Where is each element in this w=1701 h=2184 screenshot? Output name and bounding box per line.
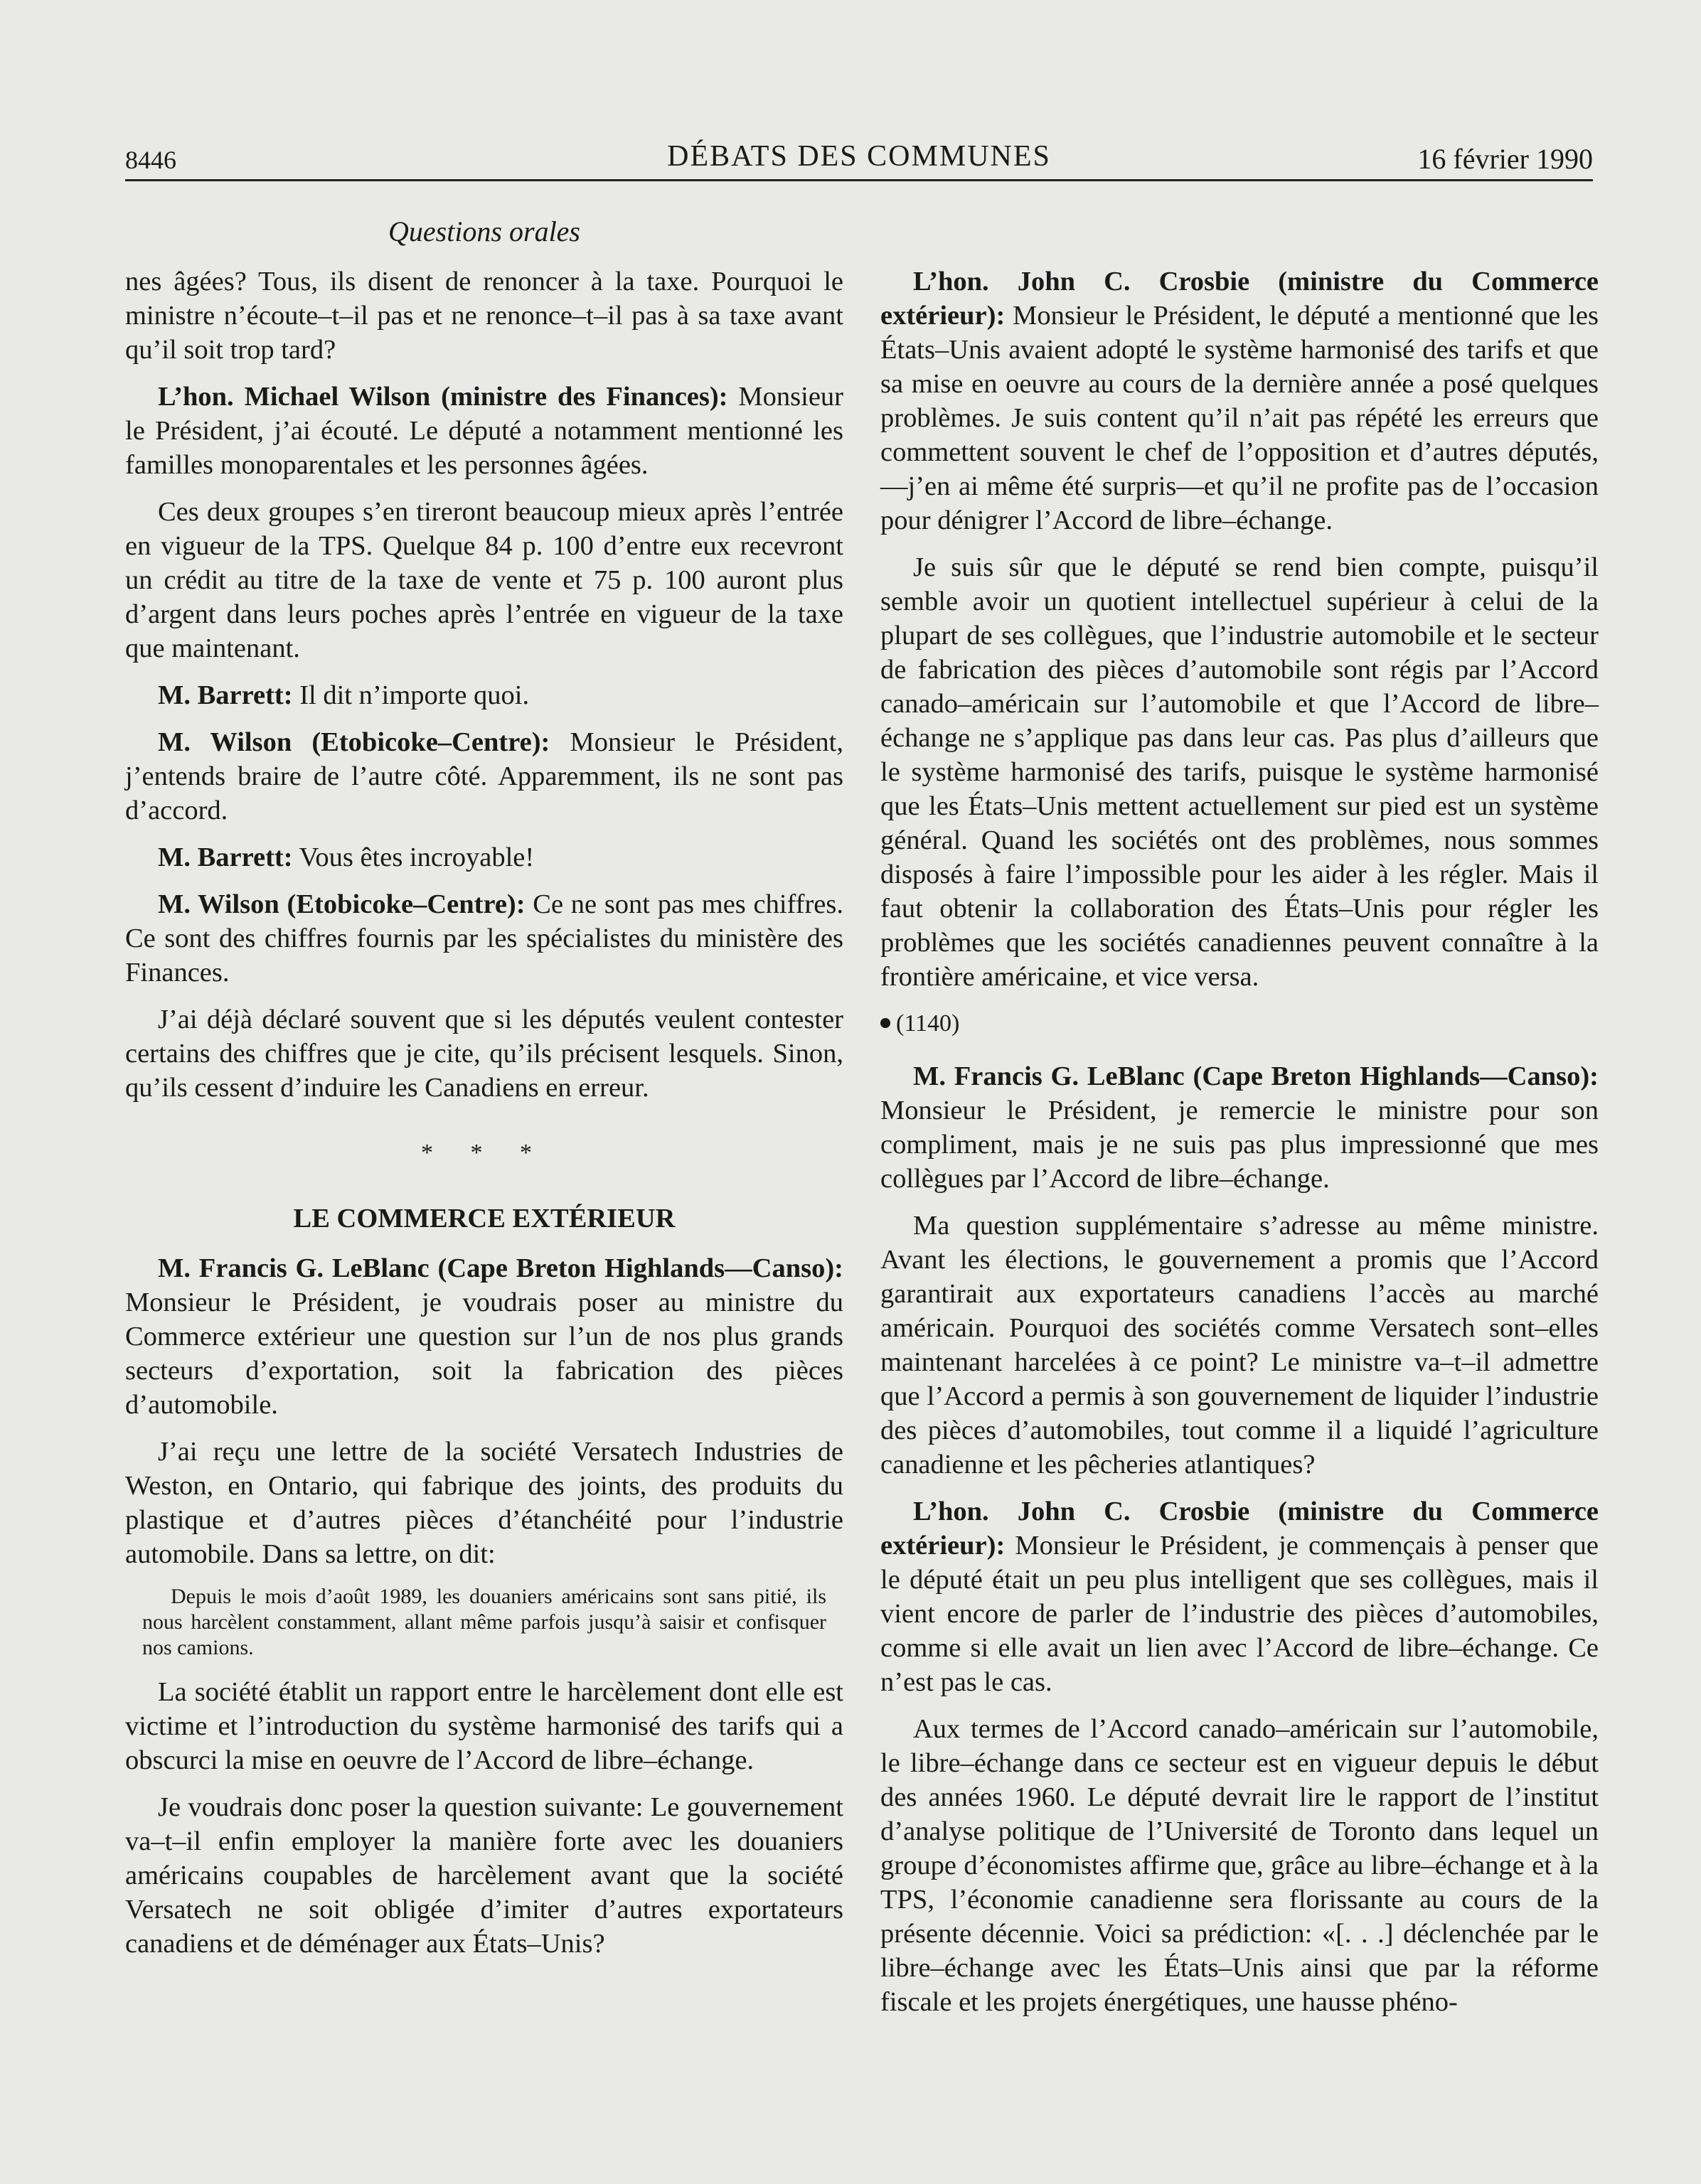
header-rule (125, 179, 1593, 181)
speaker-name: L’hon. Michael Wilson (ministre des Finances): (158, 382, 728, 412)
paragraph: Ma question supplémentaire s’adresse au même ministre. Avant les élections, le gouvernement a promis que l’Accord garantirait aux exportateurs canadiens l’accès au marché américain. Pourquoi des sociétés comme Versatech sont–elles maintenant harcelées à ce point? Le ministre va–t–il admettre que l’Accord a permis à son gouvernement de liquider l’industrie des pièces d’automobiles, tout comme il a liquidé l’agriculture canadienne et les pêcheries atlantiques? (880, 1211, 1599, 1479)
paragraph: nes âgées? Tous, ils disent de renoncer à la taxe. Pourquoi le ministre n’écoute–t–il pas et ne renonce–t–il pas à sa taxe avant qu’il soit trop tard? (125, 267, 843, 365)
speaker-name: L’hon. John C. Crosbie (ministre du Commerce extérieur): (880, 1497, 1599, 1561)
timestamp (880, 1007, 1599, 1041)
speaker-name: M. Francis G. LeBlanc (Cape Breton Highlands—Canso): (158, 1253, 843, 1283)
paragraph (880, 1059, 1599, 1196)
paragraph: J’ai déjà déclaré souvent que si les députés veulent contester certains des chiffres que je cite, qu’ils précisent lesquels. Sinon, qu’ils cessent d’induire les Canadiens en erreur. (125, 1005, 843, 1103)
speech-text: Monsieur le Président, le député a mentionné que les États–Unis avaient adopté le système harmonisé des tarifs et que sa mise en oeuvre au cours de la dernière année a posé quelques problèmes. Je suis content qu’il n’ait pas répété les erreurs que commettent souvent le chef de l’opposition et d’autres députés,—j’en ai même été surpris—et qu’il ne profite pas de l’occasion pour dénigrer l’Accord de libre–échange. (880, 301, 1599, 535)
page-number: 8446 (125, 146, 176, 174)
paragraph: Ces deux groupes s’en tireront beaucoup mieux après l’entrée en vigueur de la TPS. Quelque 84 p. 100 d’entre eux recevront un crédit au titre de la taxe de vente et 75 p. 100 auront plus d’argent dans leurs poches après l’entrée en vigueur de la taxe que maintenant. (125, 497, 843, 663)
speech-text: Monsieur le Président, je remercie le ministre pour son compliment, mais je ne suis pas plus impressionné que mes collègues par l’Accord de libre–échange. (880, 1096, 1599, 1194)
right-column (880, 264, 1599, 2032)
paragraph: J’ai reçu une lettre de la société Versatech Industries de Weston, en Ontario, qui fabrique des joints, des produits du plastique et d’autres pièces d’étanchéité pour l’industrie automobile. Dans sa lettre, on dit: (125, 1437, 843, 1569)
paragraph (880, 1494, 1599, 1699)
paragraph: La société établit un rapport entre le harcèlement dont elle est victime et l’introduction du système harmonisé des tarifs qui a obscurci la mise en oeuvre de l’Accord de libre–échange. (125, 1677, 843, 1775)
left-column (125, 264, 843, 1974)
speaker-name: M. Francis G. LeBlanc (Cape Breton Highlands—Canso): (913, 1061, 1599, 1091)
paragraph (125, 887, 843, 990)
publication-date: 16 février 1990 (1417, 143, 1593, 175)
section-label: Questions orales (388, 215, 580, 247)
speaker-name: M. Wilson (Etobicoke–Centre): (158, 889, 526, 919)
page-header (125, 139, 1593, 182)
paragraph (125, 380, 843, 482)
paragraph (125, 725, 843, 828)
paragraph: Aux termes de l’Accord canado–américain sur l’automobile, le libre–échange dans ce secteur est en vigueur depuis le début des années 1960. Le député devrait lire le rapport de l’institut d’analyse politique de l’Université de Toronto dans lequel un groupe d’économistes affirme que, grâce au libre–échange et à la TPS, l’économie canadienne sera florissante au cours de la présente décennie. Voici sa prédiction: «[. . .] déclenchée par le libre–échange avec les États–Unis ainsi que par la réforme fiscale et les projets énergétiques, une hausse phéno- (880, 1714, 1599, 2017)
section-separator: * * * (421, 1140, 548, 1166)
speech-text: Monsieur le Président, j’entends braire de l’autre côté. Apparemment, ils ne sont pas d’accord. (125, 727, 844, 825)
timestamp-text: (1140) (896, 1010, 960, 1037)
speech-text: Monsieur le Président, j’ai écouté. Le député a notamment mentionné les familles monoparentales et les personnes âgées. (125, 382, 844, 480)
paragraph: Je suis sûr que le député se rend bien compte, puisqu’il semble avoir un quotient intellectuel supérieur à celui de la plupart de ses collègues, que l’industrie automobile et le secteur de fabrication des pièces d’automobile sont régis par l’Accord canado–américain sur l’automobile et que l’Accord de libre–échange ne s’applique pas dans leur cas. Pas plus d’ailleurs que le système harmonisé des tarifs, puisque le système harmonisé que les États–Unis mettent actuellement sur pied est un système général. Quand les sociétés ont des problèmes, nous sommes disposés à faire l’impossible pour les aider à les régler. Mais il faut obtenir la collaboration des États–Unis pour régler les problèmes que les sociétés canadiennes peuvent connaître à la frontière américaine, et vice versa. (880, 552, 1599, 992)
speaker-name: M. Wilson (Etobicoke–Centre): (158, 727, 550, 757)
publication-title: DÉBATS DES COMMUNES (667, 140, 1051, 173)
speech-text: Ce ne sont pas mes chiffres. Ce sont des chiffres fournis par les spécialistes du ministère des Finances. (125, 889, 843, 987)
speaker-name: M. Barrett: (158, 842, 293, 872)
speaker-name: L’hon. John C. Crosbie (ministre du Commerce extérieur): (880, 267, 1599, 331)
speech-text: Il dit n’importe quoi. (292, 680, 530, 710)
section-heading: LE COMMERCE EXTÉRIEUR (293, 1204, 676, 1233)
paragraph (880, 264, 1599, 537)
speaker-name: M. Barrett: (158, 680, 293, 710)
block-quote: Depuis le mois d’août 1989, les douaniers américains sont sans pitié, ils nous harcèlent constamment, allant même parfois jusqu’à saisir et confisquer nos camions. (142, 1585, 826, 1659)
speech-text: Monsieur le Président, je voudrais poser au ministre du Commerce extérieur une question sur l’un de nos plus grands secteurs d’exportation, soit la fabrication des pièces d’automobile. (125, 1288, 843, 1420)
paragraph (125, 1251, 843, 1422)
paragraph (125, 678, 843, 712)
bullet-icon (880, 1018, 890, 1028)
paragraph (125, 840, 843, 874)
speech-text: Vous êtes incroyable! (292, 842, 535, 872)
paragraph: Je voudrais donc poser la question suivante: Le gouvernement va–t–il enfin employer la manière forte avec les douaniers américains coupables de harcèlement avant que la société Versatech ne soit obligée d’imiter d’autres exportateurs canadiens et de déménager aux États–Unis? (125, 1792, 843, 1959)
speech-text: Monsieur le Président, je commençais à penser que le député était un peu plus intelligent que ses collègues, mais il vient encore de parler de l’industrie des pièces d’automobiles, comme si elle avait un lien avec l’Accord de libre–échange. Ce n’est pas le cas. (880, 1531, 1599, 1697)
